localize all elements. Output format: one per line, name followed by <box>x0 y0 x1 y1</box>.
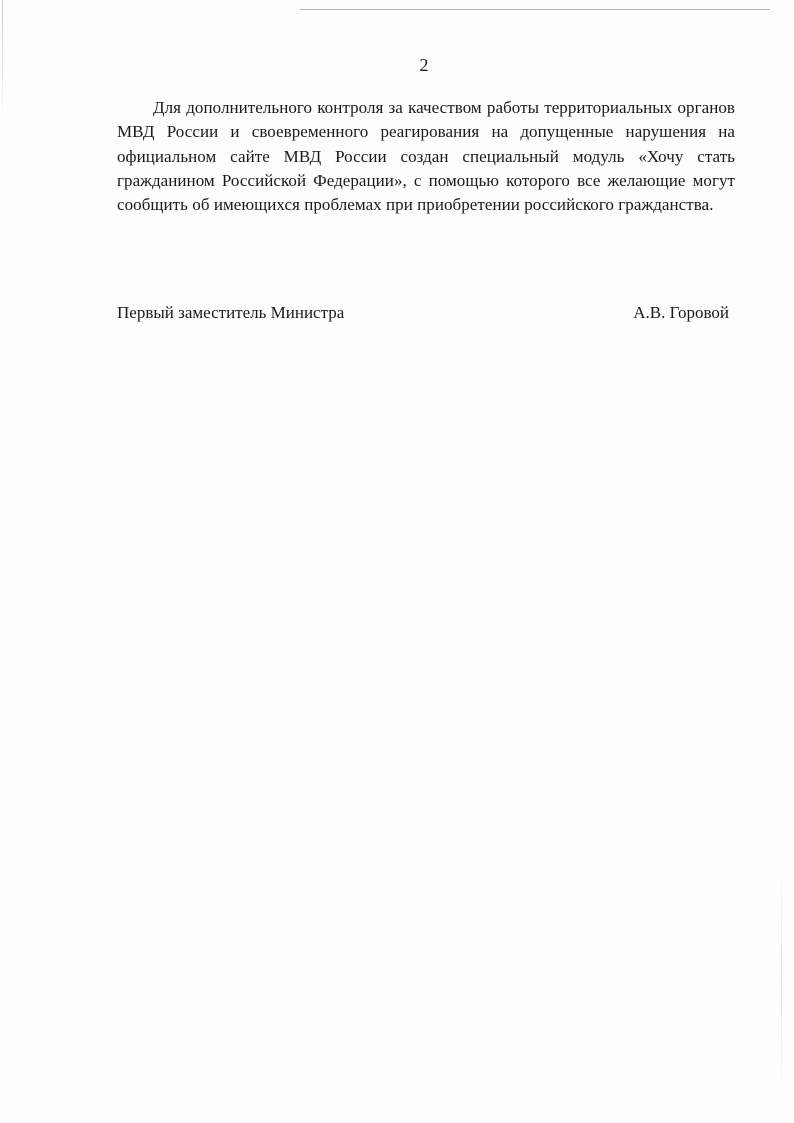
signatory-name: А.В. Горовой <box>633 303 729 322</box>
signature-block <box>117 302 729 324</box>
scan-edge-shadow <box>781 860 782 1100</box>
scan-edge-line <box>300 9 770 10</box>
body-paragraph: Для дополнительного контроля за качеством работы территориальных органов МВД России и своевременного реагирования на допущенные нарушения на официальном сайте МВД России создан специальный модуль «Хочу стать гражданином Российской Федерации», с помощью которого все желающие могут сообщить об имеющихся проблемах при приобретении российского гражданства. <box>117 98 735 215</box>
page-number: 2 <box>419 55 429 75</box>
signatory-position: Первый заместитель Министра <box>117 303 345 322</box>
